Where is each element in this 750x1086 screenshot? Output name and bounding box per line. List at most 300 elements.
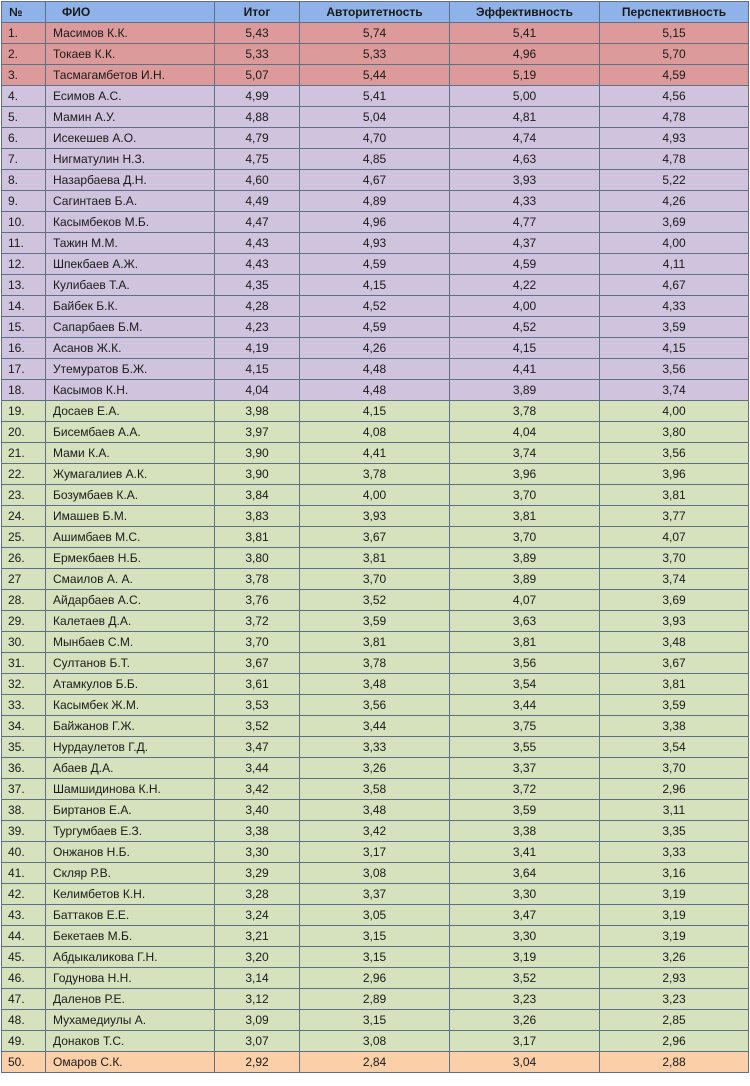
cell-num: 10. (2, 212, 46, 233)
table-row (2, 611, 749, 632)
cell-prospects: 3,56 (600, 359, 749, 380)
table-row (2, 569, 749, 590)
cell-name: Мамин А.У. (46, 107, 215, 128)
cell-prospects: 2,96 (600, 779, 749, 800)
cell-prospects: 3,56 (600, 443, 749, 464)
cell-efficiency: 4,63 (450, 149, 600, 170)
cell-efficiency: 3,52 (450, 968, 600, 989)
cell-prospects: 3,81 (600, 485, 749, 506)
table-row (2, 1031, 749, 1052)
table-row (2, 422, 749, 443)
cell-efficiency: 5,19 (450, 65, 600, 86)
cell-total: 4,49 (215, 191, 300, 212)
cell-authority: 3,33 (300, 737, 450, 758)
cell-authority: 4,52 (300, 296, 450, 317)
cell-authority: 5,04 (300, 107, 450, 128)
cell-efficiency: 4,00 (450, 296, 600, 317)
cell-efficiency: 3,44 (450, 695, 600, 716)
cell-authority: 4,08 (300, 422, 450, 443)
table-row (2, 212, 749, 233)
cell-total: 4,19 (215, 338, 300, 359)
cell-total: 3,47 (215, 737, 300, 758)
cell-total: 4,99 (215, 86, 300, 107)
cell-total: 5,43 (215, 23, 300, 44)
cell-total: 3,09 (215, 1010, 300, 1031)
table-row (2, 275, 749, 296)
cell-num: 25. (2, 527, 46, 548)
cell-total: 3,20 (215, 947, 300, 968)
cell-total: 3,21 (215, 926, 300, 947)
cell-total: 3,12 (215, 989, 300, 1010)
cell-prospects: 3,93 (600, 611, 749, 632)
cell-prospects: 2,88 (600, 1052, 749, 1073)
cell-total: 4,79 (215, 128, 300, 149)
cell-name: Мынбаев С.М. (46, 632, 215, 653)
cell-authority: 4,89 (300, 191, 450, 212)
cell-prospects: 4,00 (600, 233, 749, 254)
cell-efficiency: 3,96 (450, 464, 600, 485)
cell-total: 2,92 (215, 1052, 300, 1073)
cell-prospects: 3,67 (600, 653, 749, 674)
table-row (2, 926, 749, 947)
cell-total: 4,15 (215, 359, 300, 380)
cell-authority: 3,52 (300, 590, 450, 611)
cell-total: 3,38 (215, 821, 300, 842)
cell-num: 22. (2, 464, 46, 485)
cell-total: 3,81 (215, 527, 300, 548)
cell-authority: 4,59 (300, 317, 450, 338)
table-row (2, 779, 749, 800)
cell-total: 3,40 (215, 800, 300, 821)
cell-prospects: 4,78 (600, 107, 749, 128)
cell-prospects: 4,11 (600, 254, 749, 275)
cell-name: Бозумбаев К.А. (46, 485, 215, 506)
cell-name: Байбек Б.К. (46, 296, 215, 317)
cell-total: 4,35 (215, 275, 300, 296)
table-row (2, 65, 749, 86)
cell-prospects: 4,26 (600, 191, 749, 212)
cell-num: 41. (2, 863, 46, 884)
table-row (2, 905, 749, 926)
cell-authority: 3,81 (300, 632, 450, 653)
cell-num: 36. (2, 758, 46, 779)
cell-total: 3,78 (215, 569, 300, 590)
cell-efficiency: 4,04 (450, 422, 600, 443)
cell-name: Нигматулин Н.З. (46, 149, 215, 170)
cell-num: 47. (2, 989, 46, 1010)
cell-total: 3,90 (215, 443, 300, 464)
table-row (2, 548, 749, 569)
cell-efficiency: 3,17 (450, 1031, 600, 1052)
cell-name: Сапарбаев Б.М. (46, 317, 215, 338)
cell-prospects: 3,54 (600, 737, 749, 758)
cell-name: Шпекбаев А.Ж. (46, 254, 215, 275)
cell-authority: 5,33 (300, 44, 450, 65)
cell-name: Касымбеков М.Б. (46, 212, 215, 233)
cell-num: 4. (2, 86, 46, 107)
cell-authority: 3,48 (300, 800, 450, 821)
cell-total: 3,44 (215, 758, 300, 779)
cell-total: 5,33 (215, 44, 300, 65)
header-row (2, 2, 749, 23)
cell-authority: 3,37 (300, 884, 450, 905)
cell-total: 3,28 (215, 884, 300, 905)
cell-authority: 3,15 (300, 947, 450, 968)
cell-num: 21. (2, 443, 46, 464)
cell-num: 28. (2, 590, 46, 611)
cell-num: 49. (2, 1031, 46, 1052)
cell-efficiency: 4,59 (450, 254, 600, 275)
cell-authority: 3,26 (300, 758, 450, 779)
cell-name: Годунова Н.Н. (46, 968, 215, 989)
cell-authority: 4,48 (300, 359, 450, 380)
cell-prospects: 4,93 (600, 128, 749, 149)
table-row (2, 128, 749, 149)
cell-efficiency: 3,23 (450, 989, 600, 1010)
table-row (2, 485, 749, 506)
cell-total: 4,75 (215, 149, 300, 170)
cell-name: Смаилов А. А. (46, 569, 215, 590)
cell-num: 27 (2, 569, 46, 590)
cell-num: 5. (2, 107, 46, 128)
cell-prospects: 2,93 (600, 968, 749, 989)
cell-name: Донаков Т.С. (46, 1031, 215, 1052)
cell-prospects: 4,33 (600, 296, 749, 317)
cell-authority: 3,15 (300, 1010, 450, 1031)
cell-total: 3,98 (215, 401, 300, 422)
cell-total: 3,97 (215, 422, 300, 443)
cell-authority: 3,59 (300, 611, 450, 632)
cell-name: Калетаев Д.А. (46, 611, 215, 632)
cell-authority: 4,59 (300, 254, 450, 275)
cell-name: Бекетаев М.Б. (46, 926, 215, 947)
cell-name: Касымбек Ж.М. (46, 695, 215, 716)
table-row (2, 23, 749, 44)
cell-prospects: 3,16 (600, 863, 749, 884)
cell-name: Тургумбаев Е.З. (46, 821, 215, 842)
cell-num: 9. (2, 191, 46, 212)
cell-name: Мами К.А. (46, 443, 215, 464)
cell-num: 43. (2, 905, 46, 926)
cell-efficiency: 4,96 (450, 44, 600, 65)
cell-name: Масимов К.К. (46, 23, 215, 44)
cell-authority: 3,78 (300, 653, 450, 674)
header-num: № (2, 2, 46, 23)
table-row (2, 401, 749, 422)
cell-efficiency: 3,64 (450, 863, 600, 884)
cell-prospects: 3,81 (600, 674, 749, 695)
cell-authority: 3,93 (300, 506, 450, 527)
cell-num: 26. (2, 548, 46, 569)
cell-num: 39. (2, 821, 46, 842)
table-row (2, 233, 749, 254)
cell-num: 30. (2, 632, 46, 653)
cell-num: 2. (2, 44, 46, 65)
cell-name: Ашимбаев М.С. (46, 527, 215, 548)
cell-name: Есимов А.С. (46, 86, 215, 107)
cell-prospects: 3,11 (600, 800, 749, 821)
cell-total: 4,23 (215, 317, 300, 338)
table-row (2, 989, 749, 1010)
cell-prospects: 3,69 (600, 590, 749, 611)
table-row (2, 884, 749, 905)
cell-efficiency: 3,59 (450, 800, 600, 821)
cell-num: 31. (2, 653, 46, 674)
cell-name: Бисембаев А.А. (46, 422, 215, 443)
table-row (2, 86, 749, 107)
table-row (2, 149, 749, 170)
table-row (2, 968, 749, 989)
cell-efficiency: 3,70 (450, 485, 600, 506)
cell-efficiency: 3,47 (450, 905, 600, 926)
cell-num: 48. (2, 1010, 46, 1031)
table-row (2, 170, 749, 191)
table-row (2, 842, 749, 863)
cell-authority: 2,89 (300, 989, 450, 1010)
cell-num: 32. (2, 674, 46, 695)
cell-prospects: 5,22 (600, 170, 749, 191)
cell-total: 3,53 (215, 695, 300, 716)
cell-num: 35. (2, 737, 46, 758)
cell-name: Ермекбаев Н.Б. (46, 548, 215, 569)
cell-name: Тасмагамбетов И.Н. (46, 65, 215, 86)
cell-prospects: 3,74 (600, 380, 749, 401)
cell-authority: 3,15 (300, 926, 450, 947)
cell-prospects: 3,70 (600, 758, 749, 779)
cell-authority: 3,08 (300, 1031, 450, 1052)
cell-name: Сагинтаев Б.А. (46, 191, 215, 212)
cell-total: 3,30 (215, 842, 300, 863)
table-row (2, 317, 749, 338)
cell-total: 4,60 (215, 170, 300, 191)
cell-efficiency: 4,52 (450, 317, 600, 338)
cell-name: Келимбетов К.Н. (46, 884, 215, 905)
cell-name: Султанов Б.Т. (46, 653, 215, 674)
cell-name: Абдыкаликова Г.Н. (46, 947, 215, 968)
cell-efficiency: 3,74 (450, 443, 600, 464)
cell-efficiency: 4,15 (450, 338, 600, 359)
cell-efficiency: 4,77 (450, 212, 600, 233)
cell-prospects: 4,78 (600, 149, 749, 170)
cell-prospects: 2,85 (600, 1010, 749, 1031)
cell-total: 3,29 (215, 863, 300, 884)
cell-prospects: 3,59 (600, 317, 749, 338)
cell-authority: 4,67 (300, 170, 450, 191)
cell-authority: 4,00 (300, 485, 450, 506)
cell-num: 11. (2, 233, 46, 254)
cell-prospects: 4,07 (600, 527, 749, 548)
cell-name: Даленов Р.Е. (46, 989, 215, 1010)
table-row (2, 947, 749, 968)
header-authority: Авторитетность (300, 2, 450, 23)
cell-total: 3,72 (215, 611, 300, 632)
cell-authority: 3,81 (300, 548, 450, 569)
cell-num: 23. (2, 485, 46, 506)
cell-num: 24. (2, 506, 46, 527)
table-header (2, 2, 749, 23)
cell-total: 3,67 (215, 653, 300, 674)
cell-prospects: 2,96 (600, 1031, 749, 1052)
cell-authority: 3,67 (300, 527, 450, 548)
cell-authority: 3,58 (300, 779, 450, 800)
cell-efficiency: 5,00 (450, 86, 600, 107)
rating-table (1, 1, 749, 1073)
cell-num: 20. (2, 422, 46, 443)
table-row (2, 296, 749, 317)
cell-total: 3,90 (215, 464, 300, 485)
cell-prospects: 4,56 (600, 86, 749, 107)
cell-authority: 4,41 (300, 443, 450, 464)
cell-efficiency: 4,37 (450, 233, 600, 254)
cell-efficiency: 3,81 (450, 506, 600, 527)
header-efficiency: Эффективность (450, 2, 600, 23)
table-row (2, 338, 749, 359)
cell-num: 1. (2, 23, 46, 44)
cell-total: 4,88 (215, 107, 300, 128)
cell-name: Онжанов Н.Б. (46, 842, 215, 863)
cell-authority: 3,05 (300, 905, 450, 926)
cell-num: 45. (2, 947, 46, 968)
cell-prospects: 3,70 (600, 548, 749, 569)
cell-efficiency: 3,81 (450, 632, 600, 653)
cell-total: 3,14 (215, 968, 300, 989)
cell-prospects: 5,70 (600, 44, 749, 65)
cell-name: Асанов Ж.К. (46, 338, 215, 359)
cell-total: 4,04 (215, 380, 300, 401)
cell-num: 18. (2, 380, 46, 401)
table-row (2, 863, 749, 884)
cell-prospects: 3,19 (600, 884, 749, 905)
cell-num: 50. (2, 1052, 46, 1073)
cell-name: Кулибаев Т.А. (46, 275, 215, 296)
cell-prospects: 3,19 (600, 905, 749, 926)
cell-efficiency: 3,38 (450, 821, 600, 842)
cell-authority: 3,08 (300, 863, 450, 884)
table-row (2, 758, 749, 779)
cell-total: 3,24 (215, 905, 300, 926)
table-row (2, 527, 749, 548)
table-row (2, 695, 749, 716)
cell-name: Назарбаева Д.Н. (46, 170, 215, 191)
cell-name: Абаев Д.А. (46, 758, 215, 779)
cell-efficiency: 4,74 (450, 128, 600, 149)
cell-prospects: 3,26 (600, 947, 749, 968)
cell-efficiency: 3,93 (450, 170, 600, 191)
cell-authority: 5,44 (300, 65, 450, 86)
cell-efficiency: 4,33 (450, 191, 600, 212)
cell-prospects: 3,38 (600, 716, 749, 737)
cell-num: 16. (2, 338, 46, 359)
cell-efficiency: 3,89 (450, 380, 600, 401)
cell-num: 40. (2, 842, 46, 863)
cell-name: Тажин М.М. (46, 233, 215, 254)
table-row (2, 191, 749, 212)
cell-authority: 5,41 (300, 86, 450, 107)
cell-prospects: 5,15 (600, 23, 749, 44)
cell-num: 19. (2, 401, 46, 422)
cell-name: Нурдаулетов Г.Д. (46, 737, 215, 758)
cell-name: Токаев К.К. (46, 44, 215, 65)
cell-prospects: 3,23 (600, 989, 749, 1010)
cell-prospects: 3,69 (600, 212, 749, 233)
cell-authority: 3,56 (300, 695, 450, 716)
cell-efficiency: 4,22 (450, 275, 600, 296)
cell-name: Шамшидинова К.Н. (46, 779, 215, 800)
table-row (2, 800, 749, 821)
cell-authority: 2,96 (300, 968, 450, 989)
cell-name: Мухамедиулы А. (46, 1010, 215, 1031)
cell-num: 38. (2, 800, 46, 821)
cell-authority: 3,70 (300, 569, 450, 590)
cell-prospects: 3,59 (600, 695, 749, 716)
cell-efficiency: 3,89 (450, 548, 600, 569)
cell-total: 3,76 (215, 590, 300, 611)
table-body (2, 23, 749, 1073)
cell-name: Скляр Р.В. (46, 863, 215, 884)
cell-efficiency: 3,89 (450, 569, 600, 590)
cell-prospects: 3,19 (600, 926, 749, 947)
cell-name: Омаров С.К. (46, 1052, 215, 1073)
table-row (2, 1010, 749, 1031)
cell-authority: 4,48 (300, 380, 450, 401)
cell-num: 7. (2, 149, 46, 170)
cell-prospects: 4,00 (600, 401, 749, 422)
table-row (2, 821, 749, 842)
cell-total: 3,61 (215, 674, 300, 695)
cell-efficiency: 5,41 (450, 23, 600, 44)
cell-prospects: 4,15 (600, 338, 749, 359)
table-row (2, 107, 749, 128)
cell-num: 42. (2, 884, 46, 905)
cell-name: Жумагалиев А.К. (46, 464, 215, 485)
cell-name: Биртанов Е.А. (46, 800, 215, 821)
cell-prospects: 4,59 (600, 65, 749, 86)
cell-efficiency: 3,70 (450, 527, 600, 548)
cell-num: 6. (2, 128, 46, 149)
cell-efficiency: 4,81 (450, 107, 600, 128)
table-row (2, 443, 749, 464)
table-row (2, 653, 749, 674)
header-prospects: Перспективность (600, 2, 749, 23)
cell-name: Утемуратов Б.Ж. (46, 359, 215, 380)
cell-efficiency: 3,19 (450, 947, 600, 968)
cell-num: 15. (2, 317, 46, 338)
cell-num: 13. (2, 275, 46, 296)
header-name: ФИО (46, 2, 215, 23)
table-row (2, 674, 749, 695)
cell-total: 4,28 (215, 296, 300, 317)
table-row (2, 716, 749, 737)
cell-num: 44. (2, 926, 46, 947)
table-row (2, 380, 749, 401)
cell-total: 3,52 (215, 716, 300, 737)
cell-efficiency: 3,41 (450, 842, 600, 863)
cell-authority: 4,26 (300, 338, 450, 359)
cell-prospects: 3,77 (600, 506, 749, 527)
cell-name: Баттаков Е.Е. (46, 905, 215, 926)
cell-efficiency: 3,37 (450, 758, 600, 779)
cell-efficiency: 3,56 (450, 653, 600, 674)
cell-authority: 4,93 (300, 233, 450, 254)
cell-num: 34. (2, 716, 46, 737)
cell-name: Касымов К.Н. (46, 380, 215, 401)
cell-prospects: 4,67 (600, 275, 749, 296)
cell-name: Имашев Б.М. (46, 506, 215, 527)
cell-total: 3,80 (215, 548, 300, 569)
cell-authority: 3,78 (300, 464, 450, 485)
cell-efficiency: 3,30 (450, 884, 600, 905)
cell-num: 37. (2, 779, 46, 800)
